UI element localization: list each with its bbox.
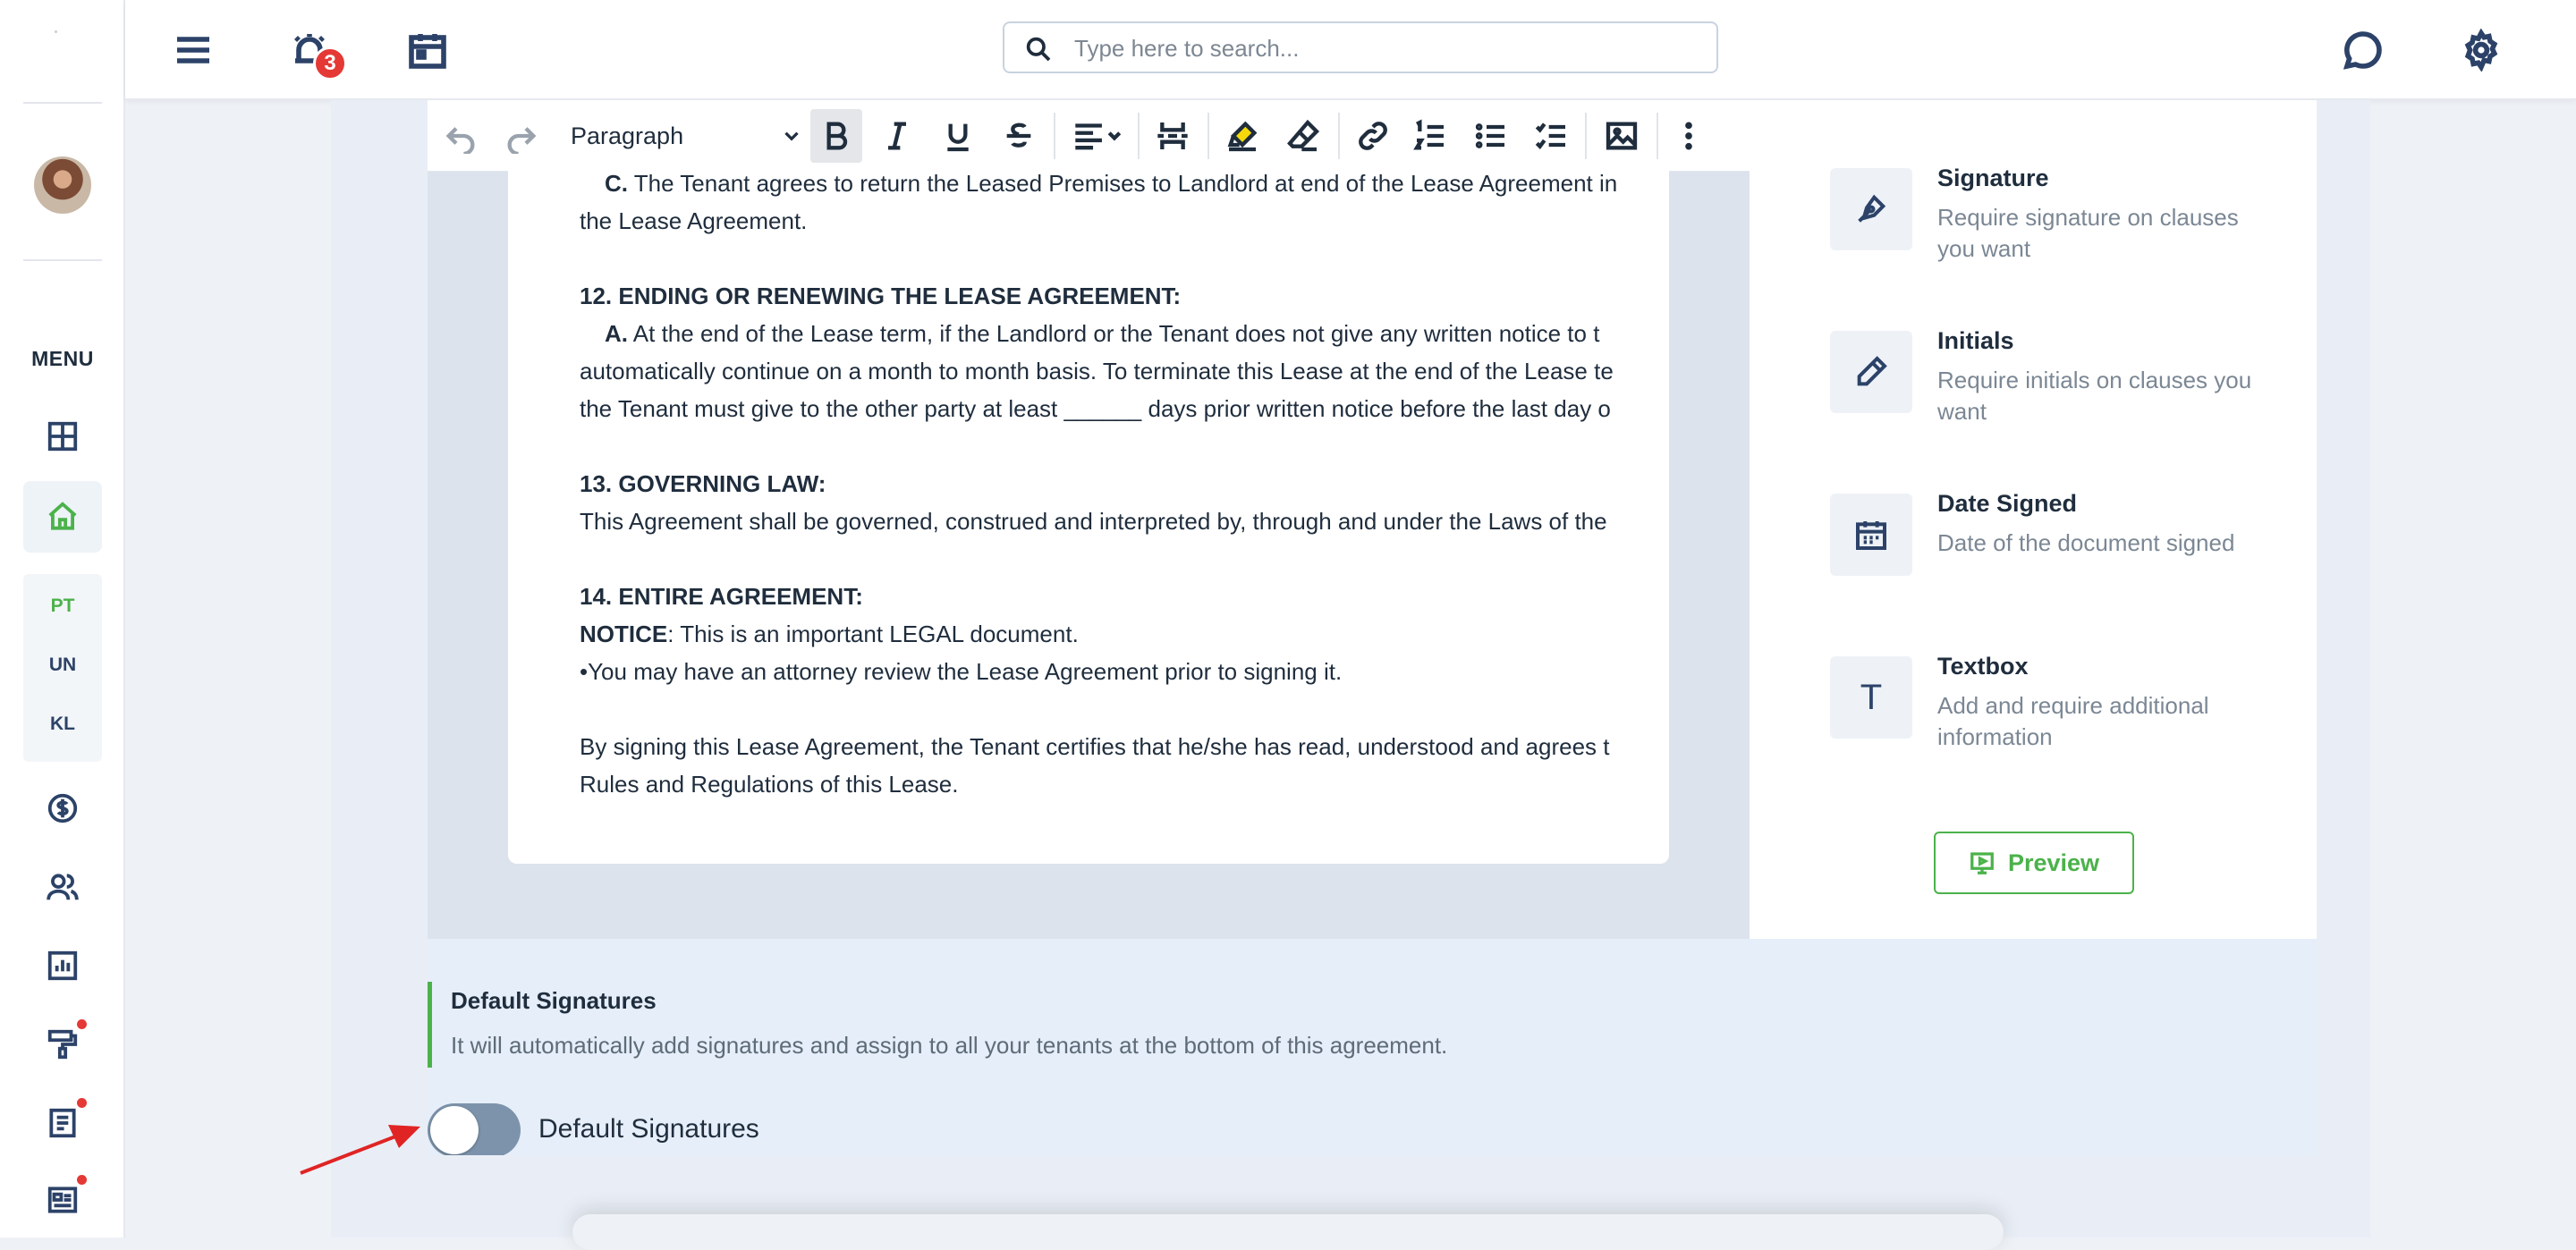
pencil-icon — [1853, 354, 1889, 390]
field-textbox[interactable] — [1830, 653, 2295, 773]
users-icon — [46, 870, 80, 904]
calendar-icon — [406, 29, 449, 72]
sidebar-item-maintenance[interactable] — [36, 1018, 89, 1071]
field-signature[interactable] — [1830, 165, 2295, 284]
dashboard-icon — [46, 419, 80, 453]
default-signatures-section — [428, 939, 2317, 1155]
hamburger-menu-button[interactable] — [165, 21, 222, 79]
signature-fields-panel — [1750, 100, 2317, 939]
paragraph-select-value: Paragraph — [571, 122, 684, 149]
image-icon — [1604, 118, 1640, 154]
italic-icon — [879, 118, 915, 154]
preview-label: Preview — [2007, 849, 2100, 876]
notification-dot — [77, 1175, 87, 1185]
doc-line: NOTICE: This is an important LEGAL document. — [580, 621, 1079, 647]
align-button[interactable] — [1064, 109, 1131, 163]
preview-button[interactable] — [1934, 832, 2134, 894]
doc-line: the Tenant must give to the other party at least ______ days prior written notice before the last day o — [580, 395, 1611, 422]
search-icon — [1024, 35, 1053, 63]
default-signatures-title: Default Signatures — [451, 987, 657, 1014]
gear-icon — [2460, 29, 2503, 72]
editor-toolbar — [428, 100, 1750, 172]
newsletter-icon — [46, 1183, 80, 1217]
hamburger-icon — [172, 29, 215, 72]
sidebar-item-documents[interactable] — [36, 1096, 89, 1150]
document-page[interactable] — [508, 170, 1669, 864]
field-title: Textbox — [1937, 653, 2029, 680]
pencil-icon-box — [1830, 331, 1912, 413]
text-icon-box — [1830, 656, 1912, 739]
top-bar — [125, 0, 2576, 100]
doc-line: •You may have an attorney review the Lease Agreement prior to signing it. — [580, 658, 1343, 685]
highlight-button[interactable] — [1215, 109, 1270, 163]
menu-label: MENU — [31, 347, 94, 370]
property-shortcuts — [23, 574, 102, 762]
highlighter-icon — [1224, 118, 1260, 154]
page-break-icon — [1155, 118, 1191, 154]
notification-dot — [77, 1098, 87, 1108]
field-date-signed[interactable] — [1830, 490, 2295, 610]
pen-nib-icon — [1853, 191, 1889, 227]
next-card — [572, 1214, 2004, 1250]
bold-button[interactable] — [810, 109, 862, 163]
doc-line: Rules and Regulations of this Lease. — [580, 771, 959, 798]
sidebar-item-payments[interactable] — [36, 781, 89, 835]
redo-icon — [504, 118, 539, 154]
sidebar-item-reports[interactable] — [36, 939, 89, 992]
shortcut-un[interactable]: UN — [48, 655, 77, 675]
field-description: Add and require additional information — [1937, 692, 2209, 750]
sidebar-item-home[interactable] — [23, 481, 102, 553]
pen-nib-icon-box — [1830, 168, 1912, 250]
notification-dot — [77, 1019, 87, 1029]
logo-mark — [55, 30, 57, 33]
doc-line: By signing this Lease Agreement, the Tenant certifies that he/she has read, understood and agrees t — [580, 733, 1610, 760]
bullet-list-button[interactable] — [1465, 109, 1517, 163]
doc-line: automatically continue on a month to month basis. To terminate this Lease at the end of the Lease te — [580, 358, 1614, 384]
field-title: Initials — [1937, 327, 2014, 354]
field-description: Date of the document signed — [1937, 529, 2235, 556]
sidebar-item-newsletter[interactable] — [36, 1173, 89, 1227]
link-icon — [1355, 118, 1391, 154]
home-icon — [46, 500, 80, 534]
strikethrough-button[interactable] — [993, 109, 1045, 163]
bullet-list-icon — [1473, 118, 1509, 154]
toolbar-separator — [1138, 113, 1140, 159]
field-initials[interactable] — [1830, 327, 2295, 447]
sidebar-item-people[interactable] — [36, 860, 89, 914]
toolbar-separator — [1208, 113, 1209, 159]
doc-line: the Lease Agreement. — [580, 207, 808, 234]
redo-button[interactable] — [499, 109, 544, 163]
shortcut-pt[interactable]: PT — [50, 595, 75, 616]
doc-line: This Agreement shall be governed, construed and interpreted by, through and under the Laws of the — [580, 508, 1607, 535]
toggle-knob — [430, 1106, 479, 1154]
align-left-icon — [1072, 118, 1123, 154]
field-title: Signature — [1937, 165, 2049, 191]
default-signatures-description: It will automatically add signatures and assign to all your tenants at the bottom of this agreement. — [451, 1032, 1448, 1059]
undo-icon — [443, 118, 479, 154]
dollar-icon — [46, 791, 80, 825]
text-icon: T — [1860, 677, 1883, 717]
page-break-button[interactable] — [1145, 109, 1200, 163]
search-bar[interactable] — [1003, 21, 1718, 73]
toolbar-separator — [1657, 113, 1658, 159]
chat-icon — [2342, 29, 2385, 72]
avatar[interactable] — [34, 156, 91, 214]
strikethrough-icon — [1001, 118, 1037, 154]
calendar-button[interactable] — [399, 21, 456, 79]
calendar-icon — [1853, 517, 1889, 553]
presentation-icon — [1969, 849, 1996, 876]
toolbar-separator — [1054, 113, 1055, 159]
sidebar-divider — [23, 259, 102, 261]
chat-button[interactable] — [2334, 21, 2392, 79]
undo-button[interactable] — [438, 109, 483, 163]
sidebar-item-dashboard[interactable] — [36, 410, 89, 463]
field-description: Require signature on clauses you want — [1937, 204, 2239, 262]
shortcut-kl[interactable]: KL — [50, 714, 75, 734]
doc-heading: 13. GOVERNING LAW: — [580, 470, 826, 497]
checklist-icon — [1534, 118, 1570, 154]
chevron-down-icon — [780, 124, 803, 148]
doc-line: C. The Tenant agrees to return the Leased Premises to Landlord at end of the Lease Agreement in — [605, 170, 1618, 197]
calendar-icon-box — [1830, 494, 1912, 576]
numbered-list-icon — [1412, 118, 1448, 154]
settings-button[interactable] — [2453, 21, 2510, 79]
document-icon — [46, 1106, 80, 1140]
notification-count-badge: 3 — [313, 46, 347, 80]
toolbar-separator — [1338, 113, 1340, 159]
sidebar — [0, 0, 125, 1237]
accent-bar — [428, 982, 432, 1068]
field-title: Date Signed — [1937, 490, 2078, 517]
checklist-button[interactable] — [1526, 109, 1578, 163]
search-input[interactable] — [1074, 32, 1682, 64]
more-vertical-icon — [1671, 118, 1707, 154]
doc-line: A. At the end of the Lease term, if the Landlord or the Tenant does not give any written notice to t — [605, 320, 1600, 347]
annotation-arrow-icon — [295, 1109, 429, 1180]
underline-button[interactable] — [932, 109, 984, 163]
numbered-list-button[interactable] — [1404, 109, 1456, 163]
field-description: Require initials on clauses you want — [1937, 367, 2252, 425]
more-options-button[interactable] — [1671, 109, 1707, 163]
sidebar-divider — [23, 102, 102, 104]
maintenance-icon — [46, 1027, 80, 1061]
eraser-icon — [1285, 118, 1321, 154]
italic-button[interactable] — [871, 109, 923, 163]
underline-icon — [940, 118, 976, 154]
default-signatures-toggle-label: Default Signatures — [538, 1114, 759, 1144]
bold-icon — [818, 118, 854, 154]
toolbar-separator — [1585, 113, 1587, 159]
doc-heading: 12. ENDING OR RENEWING THE LEASE AGREEMENT: — [580, 283, 1182, 309]
insert-image-button[interactable] — [1594, 109, 1649, 163]
eraser-button[interactable] — [1275, 109, 1331, 163]
link-button[interactable] — [1347, 109, 1399, 163]
default-signatures-toggle[interactable] — [428, 1103, 521, 1157]
reports-icon — [46, 949, 80, 983]
doc-heading: 14. ENTIRE AGREEMENT: — [580, 583, 863, 610]
paragraph-select[interactable] — [571, 107, 803, 165]
